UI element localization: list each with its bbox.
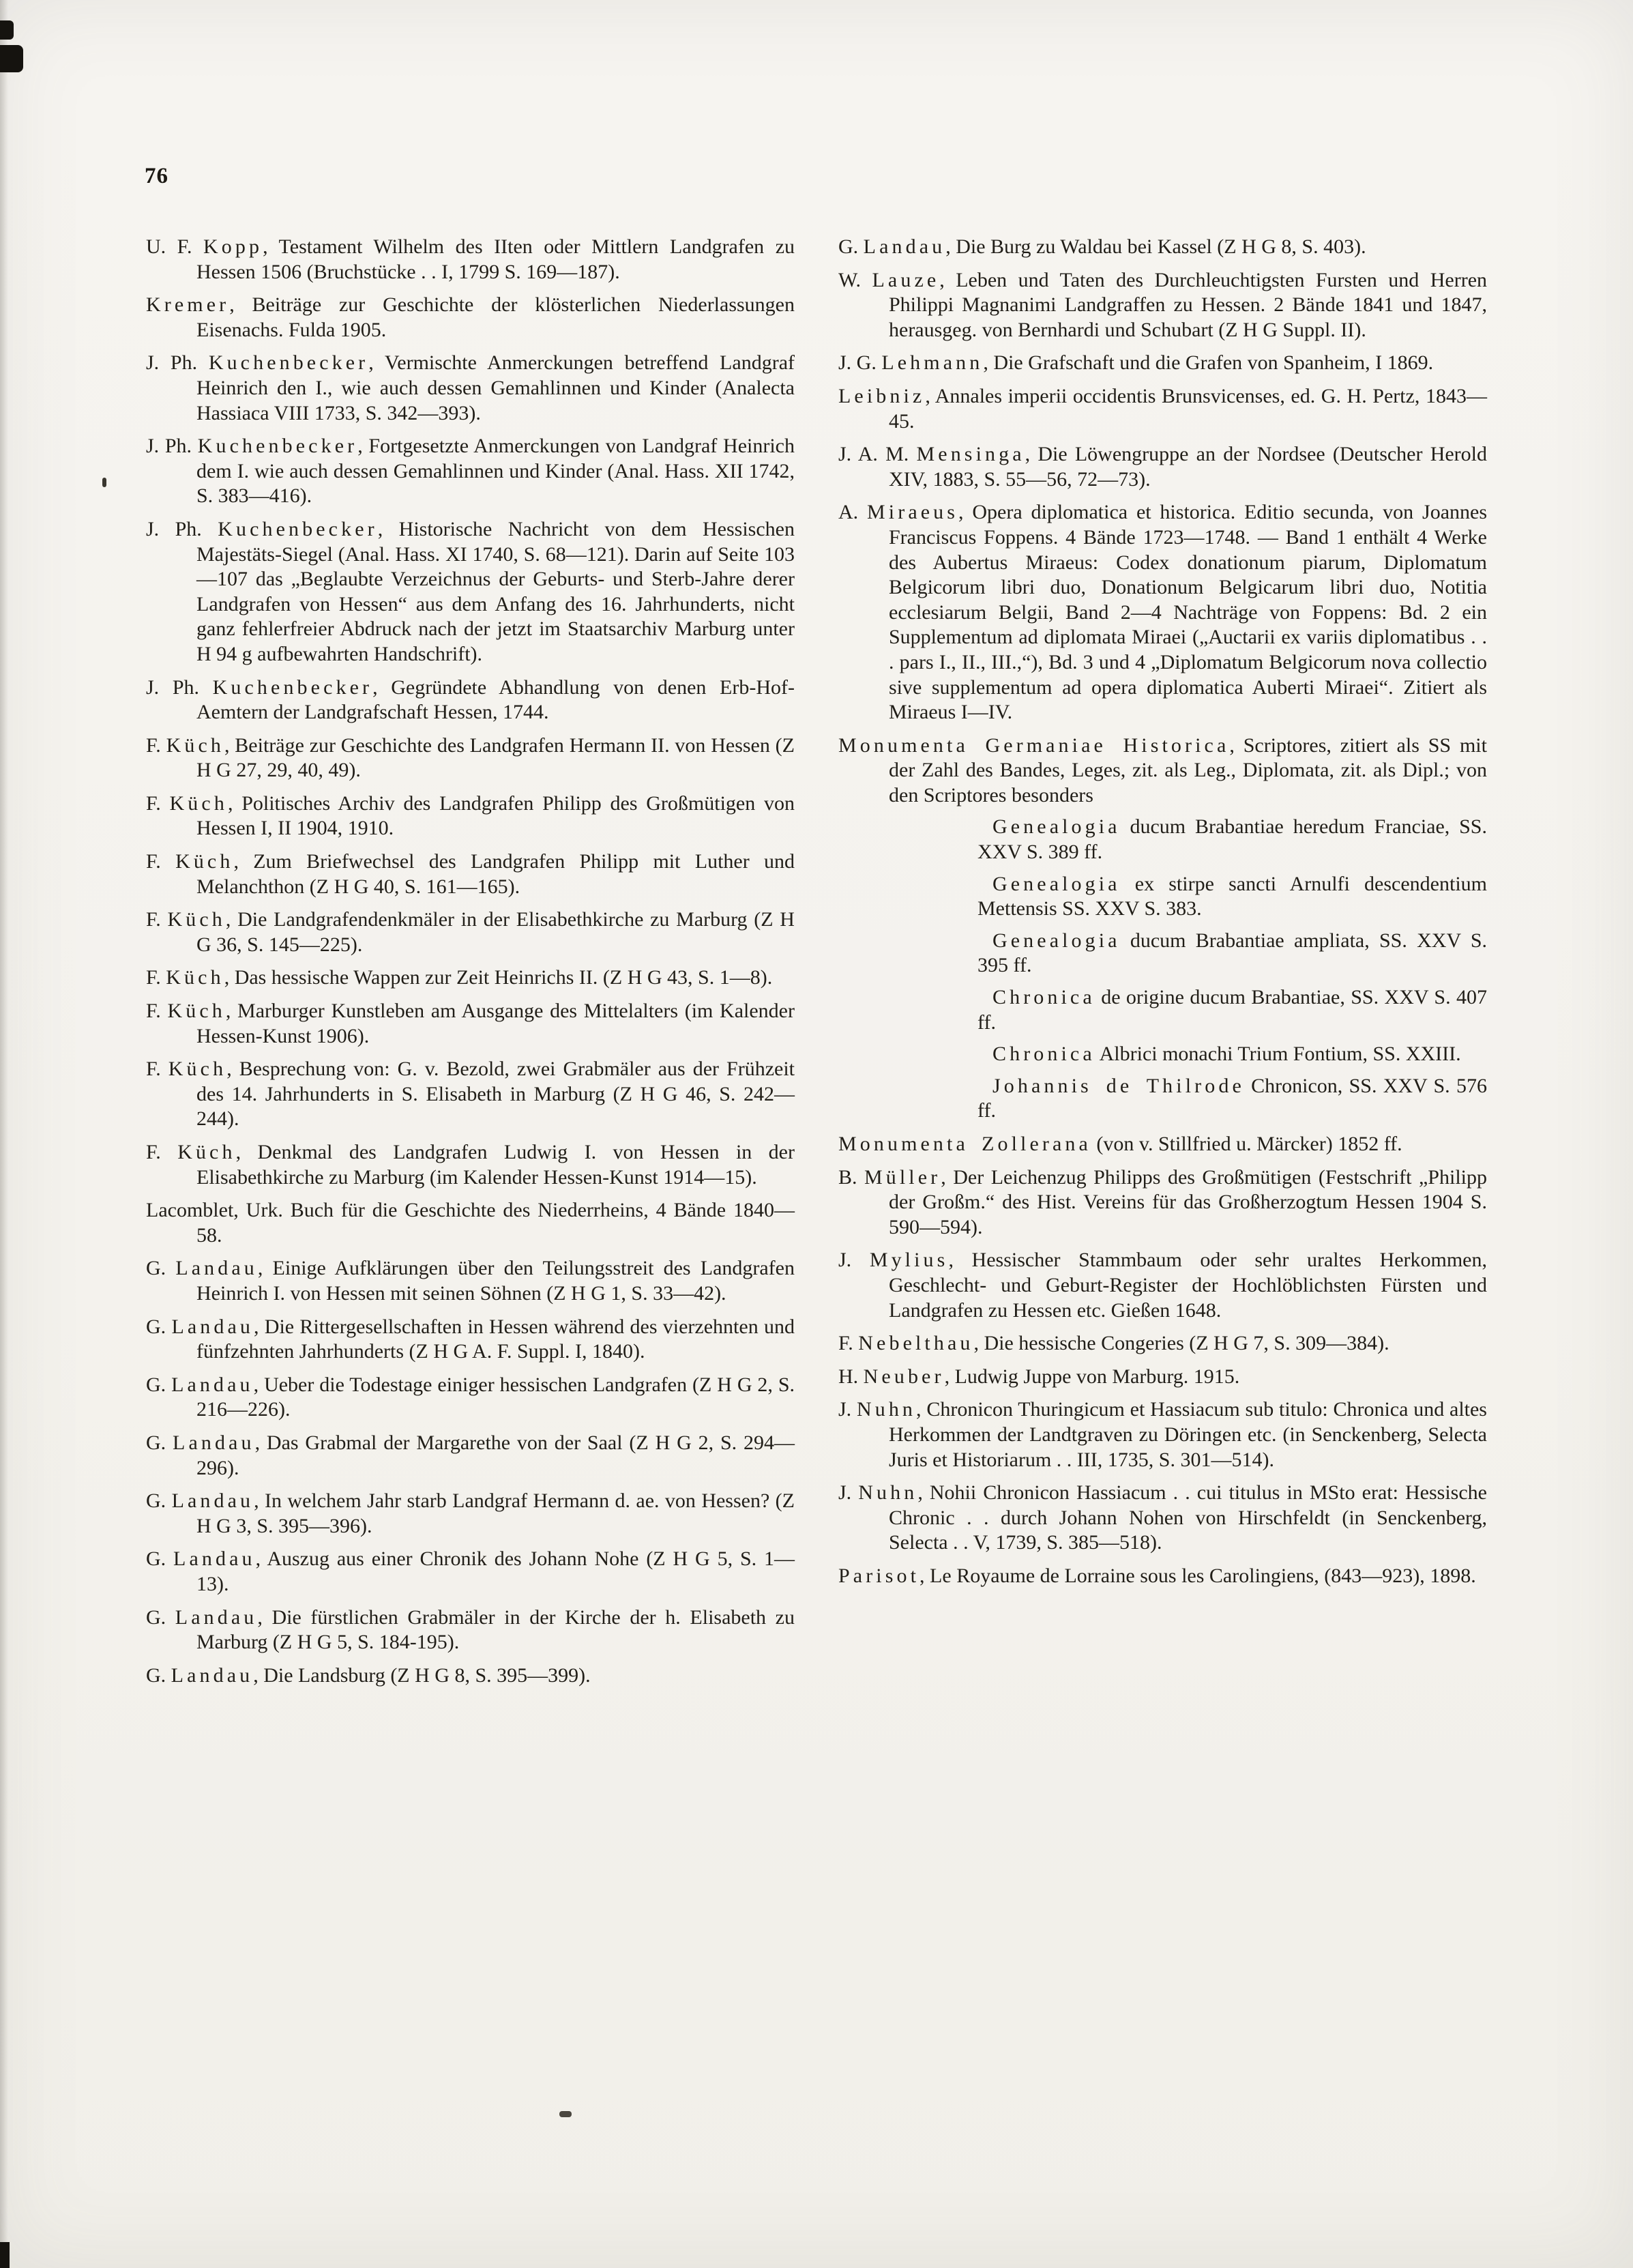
entry-author-name: Lauze [872,268,940,291]
entry-author-initials: G. [146,1663,171,1687]
entry-text: , Beiträge zur Geschichte der klösterlichen Niederlassungen Eisenachs. Fulda 1905. [196,293,795,341]
bibliography-columns [146,235,1487,1696]
entry-text: , Historische Nachricht von dem Hessischen Majestäts-Siegel (Anal. Hass. XI 1740, S. 68—121). Darin auf Seite 103—107 das „Beglaubte Verzeichnus der Geburts- und Sterb-Jahre derer Landgrafen von Hessen“ aus dem Anfang des 16. Jahrhunderts, nicht ganz fehlerfreier Abdruck nach der jetzt im Staatsarchiv Marburg unter H 94 g aufbewahrten Handschrift). [196,517,795,665]
page-number: 76 [145,164,168,188]
bibliography-entry [146,1198,795,1248]
bibliography-entry [146,999,795,1049]
entry-text: , Die hessische Congeries (Z H G 7, S. 309—384). [973,1332,1389,1355]
entry-text: (von v. Stillfried u. Märcker) 1852 ff. [1091,1133,1402,1155]
bibliography-entry [838,1248,1487,1323]
entry-text: , Beiträge zur Geschichte des Landgrafen Hermann II. von Hessen (Z H G 27, 29, 40, 49). [196,733,795,782]
entry-text: , Chronicon Thuringicum et Hassiacum sub titulo: Chronica und altes Herkommen der Landtgraven zu Döringen etc. (in Senckenberg, Selecta Juris et Historiarum . . III, 1735, S. 301—514). [889,1398,1487,1471]
subentry-text: ducum Brabantiae ampliata, SS. XXV S. 395 ff. [977,929,1487,977]
entry-author-initials: F. [146,966,166,989]
subentry-lead: Chronica [992,986,1095,1009]
entry-author-name: Miraeus [867,501,959,524]
entry-text: , Das hessische Wappen zur Zeit Heinrichs II. (Z H G 43, S. 1—8). [224,966,773,989]
entry-author-initials: F. [146,908,168,931]
subentry-lead: Genealogia [992,872,1121,895]
entry-author-initials: G. [146,1315,172,1338]
entry-author-initials: G. [146,1373,172,1396]
entry-author-name: Küch [167,1000,226,1023]
entry-author-name: Küch [166,733,224,757]
entry-author-name: Nebelthau [858,1332,974,1355]
entry-text: , Ueber die Todestage einiger hessischen Landgrafen (Z H G 2, S. 216—226). [196,1373,795,1421]
bibliography-entry [146,1373,795,1423]
entry-author-name: Nuhn [858,1481,918,1504]
entry-author-name: Kuchenbecker [208,351,369,375]
entry-author-name: Landau [171,1373,254,1396]
entry-text: , Die Landgrafendenkmäler in der Elisabethkirche zu Marburg (Z H G 36, S. 145—225). [196,908,795,956]
entry-author-name: Nuhn [856,1398,917,1421]
scan-artifact [0,45,23,72]
entry-text: , In welchem Jahr starb Landgraf Hermann d. ae. von Hessen? (Z H G 3, S. 395—396). [196,1489,795,1537]
entry-text: , Die Grafschaft und die Grafen von Spanheim, I 1869. [983,351,1434,375]
entry-author-initials: G. [146,1257,176,1280]
scan-artifact [102,478,106,487]
entry-author-initials: J. Ph. [146,351,209,375]
bibliography-entry [146,1605,795,1655]
scan-edge-shading [0,0,8,2268]
entry-author-initials: H. [838,1365,864,1388]
subentry-lead: Chronica [992,1043,1095,1066]
bibliography-column-left [146,235,795,1696]
bibliography-entry [146,434,795,509]
scan-artifact [0,20,14,40]
entry-text: , Zum Briefwechsel des Landgrafen Philipp mit Luther und Melanchthon (Z H G 40, S. 161—165). [196,850,795,898]
entry-author-name: Landau [863,235,946,258]
bibliography-subentry [977,929,1487,978]
entry-author-name: Landau [175,1605,258,1629]
entry-text: , Le Royaume de Lorraine sous les Carolingiens, (843—923), 1898. [920,1564,1476,1587]
entry-text: , Die Rittergesellschaften in Hessen während des vierzehnten und fünfzehnten Jahrhunderts (Z H G A. F. Suppl. I, 1840). [196,1315,795,1363]
entry-text: , Leben und Taten des Durchleuchtigsten Fursten und Herren Philippi Magnanimi Landgraffen zu Hessen. 2 Bände 1841 und 1847, herausgeg. von Bernhardi und Schubart (Z H G Suppl. II). [889,268,1488,341]
entry-author-initials: J. G. [838,351,882,375]
bibliography-subentry [977,985,1487,1035]
bibliography-subentry [977,872,1487,922]
entry-text: , Urk. Buch für die Geschichte des Niederrheins, 4 Bände 1840—58. [196,1199,795,1247]
entry-text: , Denkmal des Landgrafen Ludwig I. von Hessen in der Elisabethkirche zu Marburg (im Kalender Hessen-Kunst 1914—15). [196,1141,795,1189]
entry-text: , Hessischer Stammbaum oder sehr uraltes Herkommen, Geschlecht- und Geburt-Register der Hochlöblichsten Fürsten und Landgrafen zu Hessen etc. Gießen 1648. [889,1249,1487,1322]
subentry-text: ex stirpe sancti Arnulfi descendentium Mettensis SS. XXV S. 383. [977,872,1487,920]
entry-text: , Gegründete Abhandlung von denen Erb-Hof-Aemtern der Landgrafschaft Hessen, 1744. [196,675,795,724]
entry-author-initials: F. [146,1141,178,1163]
entry-author-name: Lehmann [881,351,984,375]
entry-text: , Besprechung von: G. v. Bezold, zwei Grabmäler aus der Frühzeit des 14. Jahrhunderts in S. Elisabeth in Marburg (Z H G 46, S. 242—244). [196,1058,795,1131]
entry-text: , Annales imperii occidentis Brunsvicenses, ed. G. H. Pertz, 1843—45. [889,384,1487,433]
entry-author-name: Müller [864,1165,941,1189]
entry-author-name: Leibniz [838,384,926,407]
entry-author-initials: F. [146,733,166,757]
bibliography-entry [146,1489,795,1539]
entry-text: , Das Grabmal der Margarethe von der Saal (Z H G 2, S. 294—296). [196,1431,795,1479]
entry-author-name: Kremer [146,293,230,317]
entry-author-initials: G. [146,1431,173,1454]
entry-text: , Fortgesetzte Anmerckungen von Landgraf Heinrich dem I. wie auch dessen Gemahlinnen und Kinder (Anal. Hass. XII 1742, S. 383—416). [196,435,795,508]
entry-author-name: Mensinga [916,443,1025,466]
bibliography-entry [146,1140,795,1190]
bibliography-entry [838,1481,1487,1556]
entry-author-initials: J. A. M. [838,443,917,466]
entry-author-name: Neuber [863,1365,945,1388]
bibliography-entry [146,733,795,783]
entry-text: , Marburger Kunstleben am Ausgange des Mittelalters (im Kalender Hessen-Kunst 1906). [196,1000,795,1047]
entry-text: , Politisches Archiv des Landgrafen Philipp des Großmütigen von Hessen I, II 1904, 1910. [196,791,795,840]
entry-author-name: Küch [167,908,226,931]
entry-text: , Opera diplomatica et historica. Editio secunda, von Joannes Franciscus Foppens. 4 Bände 1723—1748. — Band 1 enthält 4 Werke des Aubertus Miraeus: Codex donationum piarum, Diplomatum Belgicorum libri duo, Donationum Belgicarum libri duo, Notitia ecclesiarum Belgii, Band 2—4 Nachträge von Foppens: Bd. 2 ein Supplementum ad diplomata Miraei („Auctarii ex variis diplomatibus . . . pars I., II., III.,“), Bd. 3 und 4 „Diplomatum Belgicorum nova collectio sive supplementum ad opera diplomatica Auberti Miraei“. Zitiert als Miraeus I—IV. [889,501,1488,724]
entry-author-name: Landau [171,1489,254,1513]
bibliography-entry [146,1547,795,1597]
bibliography-entry [146,1431,795,1481]
bibliography-entry [838,442,1487,492]
bibliography-entry [838,1365,1487,1390]
entry-text: , Einige Aufklärungen über den Teilungsstreit des Landgrafen Heinrich I. von Hessen mit seinen Söhnen (Z H G 1, S. 33—42). [196,1257,795,1305]
entry-author-name: Parisot [838,1564,920,1587]
bibliography-entry [146,351,795,426]
entry-author-initials: G. [146,1547,174,1571]
entry-author-name: Monumenta Germaniae Historica [838,733,1230,757]
subentry-text: Chronicon, SS. XXV S. 576 ff. [977,1074,1487,1122]
entry-author-initials: Lacomblet [146,1199,234,1222]
entry-author-initials: J. [838,1249,870,1272]
bibliography-entry [838,733,1487,1124]
entry-text: , Auszug aus einer Chronik des Johann Nohe (Z H G 5, S. 1—13). [196,1547,795,1595]
bibliography-subentry [977,1074,1487,1124]
entry-author-name: Landau [173,1547,256,1571]
bibliography-entry [146,1315,795,1365]
bibliography-entry [146,1256,795,1306]
entry-text: , Die fürstlichen Grabmäler in der Kirche der h. Elisabeth zu Marburg (Z H G 5, S. 184-195). [196,1605,795,1654]
entry-author-name: Landau [173,1431,255,1454]
bibliography-entry [146,675,795,725]
bibliography-subentry [977,815,1487,864]
bibliography-entry [838,384,1487,434]
subentry-lead: Johannis de Thilrode [992,1074,1245,1097]
subentry-lead: Genealogia [992,929,1121,952]
bibliography-subentry [977,1042,1487,1067]
bibliography-entry [838,235,1487,260]
bibliography-entry [146,1057,795,1132]
entry-author-name: Kopp [203,235,263,258]
entry-author-name: Landau [175,1257,258,1280]
entry-text: , Scriptores, zitiert als SS mit der Zahl des Bandes, Leges, zit. als Leg., Diplomata, zit. als Dipl.; von den Scriptores besonders [889,733,1487,806]
entry-author-name: Küch [177,1141,236,1163]
entry-author-name: Küch [168,1058,227,1081]
subentry-text: de origine ducum Brabantiae, SS. XXV S. 407 ff. [977,986,1487,1034]
scan-artifact [0,2242,10,2268]
entry-author-initials: J. [838,1398,857,1421]
entry-author-initials: J. Ph. [146,435,198,458]
bibliography-entry [146,517,795,667]
bibliography-entry [146,293,795,343]
entry-author-name: Küch [175,850,234,873]
entry-author-initials: G. [838,235,864,258]
bibliography-entry [838,1331,1487,1356]
bibliography-entry [838,268,1487,343]
entry-text: , Testament Wilhelm des IIten oder Mittlern Landgrafen zu Hessen 1506 (Bruchstücke . . I, 1799 S. 169—187). [196,235,795,283]
entry-text: , Die Landsburg (Z H G 8, S. 395—399). [253,1663,591,1687]
bibliography-entry [146,235,795,285]
bibliography-entry [146,965,795,991]
entry-author-initials: U. F. [146,235,203,258]
bibliography-entry [838,1397,1487,1472]
entry-author-name: Kuchenbecker [212,675,373,699]
subentry-lead: Genealogia [992,815,1121,839]
entry-author-name: Landau [171,1315,254,1338]
entry-author-initials: F. [146,1058,168,1081]
bibliography-entry [146,1663,795,1689]
entry-author-initials: F. [838,1332,859,1355]
entry-author-initials: G. [146,1605,175,1629]
entry-text: , Nohii Chronicon Hassiacum . . cui titulus in MSto erat: Hessische Chronic . . durch Johann Nohen von Hirschfeldt (in Senckenberg, Selecta . . V, 1739, S. 385—518). [889,1481,1487,1554]
entry-text: , Der Leichenzug Philipps des Großmütigen (Festschrift „Philipp der Großm.“ des Hist. Vereins für das Großherzogtum Hessen 1904 S. 590—594). [889,1165,1487,1238]
entry-author-name: Mylius [869,1249,949,1272]
bibliography-entry [146,907,795,957]
subentry-text: Albrici monachi Trium Fontium, SS. XXIII. [1095,1043,1461,1066]
entry-author-name: Küch [169,791,228,815]
entry-text: , Die Löwengruppe an der Nordsee (Deutscher Herold XIV, 1883, S. 55—56, 72—73). [889,443,1488,491]
bibliography-entry [838,1564,1487,1589]
bibliography-entry [146,791,795,841]
entry-text: , Vermischte Anmerckungen betreffend Landgraf Heinrich den I., wie auch dessen Gemahlinnen und Kinder (Analecta Hassiaca VIII 1733, S. 342—393). [196,351,795,424]
subentry-text: ducum Brabantiae heredum Franciae, SS. XXV S. 389 ff. [977,815,1487,864]
entry-author-initials: F. [146,791,170,815]
entry-author-initials: F. [146,1000,168,1023]
entry-author-initials: B. [838,1165,864,1189]
entry-author-initials: G. [146,1489,172,1513]
bibliography-entry [838,500,1487,725]
bibliography-entry [838,1165,1487,1240]
entry-text: , Ludwig Juppe von Marburg. 1915. [944,1365,1240,1388]
scan-artifact [559,2111,572,2117]
entry-author-initials: J. Ph. [146,517,218,540]
entry-author-name: Küch [166,966,224,989]
entry-author-name: Landau [171,1663,254,1687]
entry-author-initials: F. [146,850,176,873]
entry-author-initials: W. [838,268,872,291]
bibliography-entry [146,849,795,899]
entry-author-name: Monumenta Zollerana [838,1133,1091,1155]
entry-author-initials: J. Ph. [146,675,213,699]
entry-author-initials: A. [838,501,868,524]
entry-author-initials: J. [838,1481,859,1504]
entry-text: , Die Burg zu Waldau bei Kassel (Z H G 8, S. 403). [945,235,1366,258]
entry-author-name: Kuchenbecker [218,517,378,540]
bibliography-column-right [838,235,1487,1696]
bibliography-entry [838,1132,1487,1157]
entry-author-name: Kuchenbecker [197,435,358,458]
bibliography-entry [838,351,1487,376]
